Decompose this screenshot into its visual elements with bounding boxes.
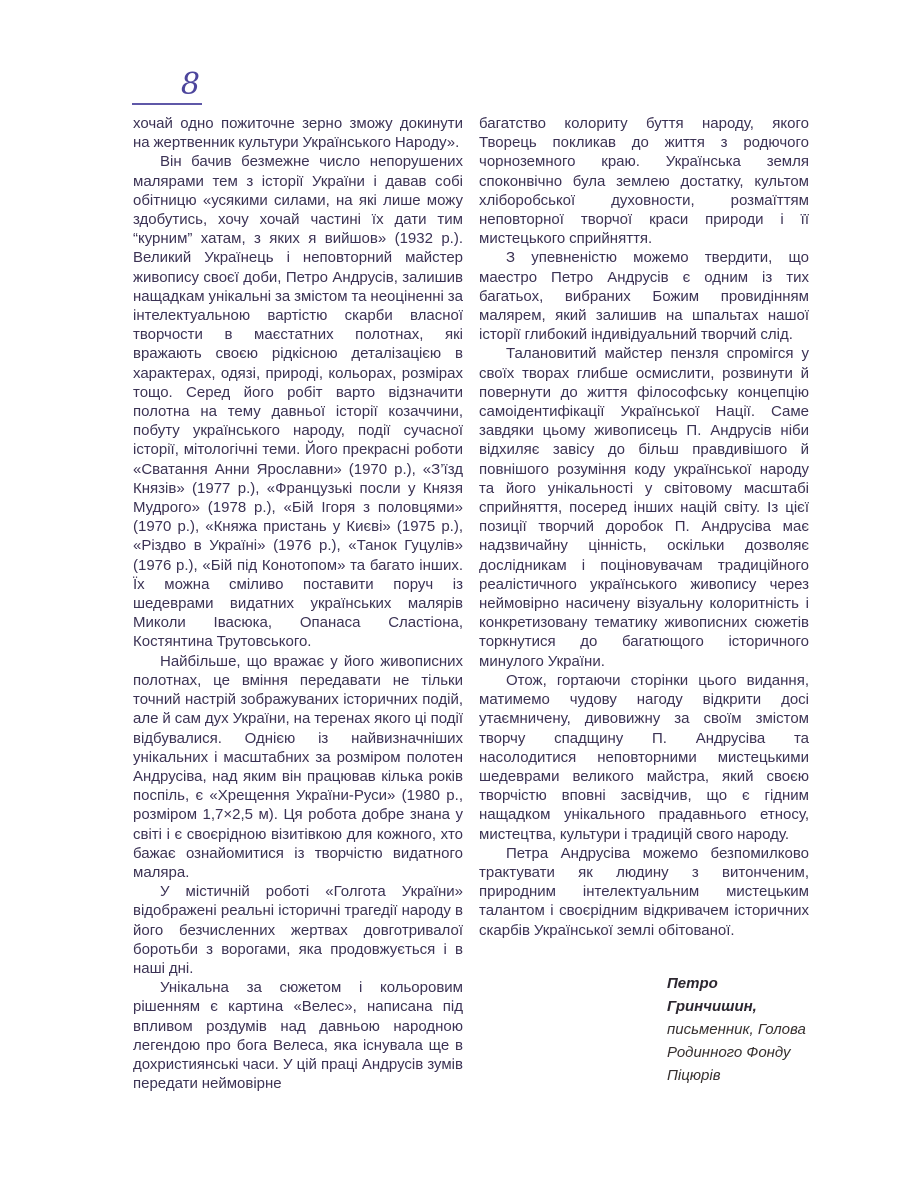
- signature-organization: Родинного Фонду Піцюрів: [667, 1043, 791, 1084]
- page-number-rule: [132, 68, 202, 105]
- paragraph: Талановитий майстер пензля спромігся у своїх творах глибше осмислити, розвинути й повернути до життя філософську концепцію самоідентифікації Української Нації. Саме завдяки цьому живописець П. Андрусів ніби відхиляє завісу до більш правдивішого й повнішого розуміння коду української народу та його унікальності у світовому масштабі сприйняття, посеред інших націй світу. Із цієї позиції творчий доробок П. Андрусіва має надзвичайну цінність, оскільки дозволяє дослідникам і поціновувачам традиційного реалістичного українського живопису через неймовірно насичену візуальну колоритність і конкретизовану тематику живописних сюжетів торкнутися до багатющого історичного минулого України.: [479, 345, 809, 670]
- signature-block: [667, 972, 809, 1087]
- paragraph: Унікальна за сюжетом і кольоровим рішенням є картина «Велес», написана під впливом роздумів над давньою народною легендою про бога Велеса, яка існувала ще в дохристиянські часи. У цій праці Андрусів зумів передати неймовірне: [133, 979, 463, 1093]
- paragraph: З упевненістю можемо твердити, що маестро Петро Андрусів є одним із тих багатьох, вибраних Божим провидінням малярем, який залишив на шпальтах нашої історії глибокий індивідуальний творчий слід.: [479, 249, 809, 344]
- paragraph: У містичній роботі «Голгота України» відображені реальні історичні трагедії народу в його безчисленних жертвах довготривалої боротьби з ворогами, яка продовжується і в наші дні.: [133, 883, 463, 977]
- page-number: 8: [180, 67, 200, 102]
- paragraph: багатство колориту буття народу, якого Творець покликав до життя з родючого чорноземного краю. Українська земля споконвічно була землею достатку, культом хліборобської духовности, розмаїттям неповторної творчої краси природи і її мистецького сприйняття.: [479, 115, 809, 248]
- signature-name: Петро Гринчишин,: [667, 974, 757, 1015]
- left-column: [133, 114, 463, 1093]
- two-column-text: [133, 114, 809, 1093]
- paragraph: Найбільше, що вражає у його живописних полотнах, це вміння передавати не тільки точний настрій зображуваних історичних подій, але й сам дух України, на теренах якого ці події відбувалися. Однією із найвизначніших унікальних і масштабних за розміром полотен Андрусіва, над яким він працював кілька років поспіль, є «Хрещення України-Руси» (1980 р., розміром 1,7×2,5 м). Ця робота добре знана у світі і є своєрідною візитівкою для кожного, хто бажає ознайомитися із творчістю видатного маляра.: [133, 652, 463, 881]
- paragraph: Він бачив безмежне число непорушених малярами тем з історії України і давав собі обітницю «усякими силами, на які лише можу здобутись, хочу хочай частині їх дати тим “курним” хатам, з яких я вийшов» (1932 р.). Великий Українець і неповторний майстер живопису своєї доби, Петро Андрусів, залишив нащадкам унікальні за змістом та неоціненні за інтелектуальною вартістю скарби власної творчости в маєстатних полотнах, які вражають своєю рідкісною деталізацією в характерах, одязі, природі, кольорах, розмірах тощо. Серед його робіт варто відзначити полотна на тему давньої історії козаччини, побуту українського народу, події сучасної історії, мітологічні теми. Його прекрасні роботи «Сватання Анни Ярославни» (1970 р.), «З’їзд Князів» (1977 р.), «Французькі посли у Князя Мудрого» (1978 р.), «Бій Ігоря з половцями» (1970 р.), «Княжа пристань у Києві» (1975 р.), «Різдво в Україні» (1976 р.), «Танок Гуцулів» (1976 р.), «Бій під Конотопом» та багато інших. Їх можна сміливо поставити поруч із шедеврами видатних українських малярів Миколи Івасюка, Опанаса Сластіона, Костянтина Трутовського.: [133, 153, 463, 651]
- right-column: [479, 114, 809, 1093]
- signature-role: письменник, Голова: [667, 1020, 806, 1038]
- paragraph: хочай одно пожиточне зерно зможу докинути на жертвенник культури Українського Народу».: [133, 115, 463, 152]
- right-column-paragraphs: [479, 114, 809, 940]
- paragraph: Петра Андрусіва можемо безпомилково трактувати як людину з витонченим, природним інтелектуальним мистецьким талантом і своєрідним відкривачем історичних скарбів Української землі обітованої.: [479, 844, 809, 939]
- paragraph: Отож, гортаючи сторінки цього видання, матимемо чудову нагоду відкрити досі утаємничену, дивовижну за своїм змістом творчу спадщину П. Андрусіва та насолодитися неповторними мистецькими шедеврами великого майстра, який своєю творчістю вповні засвідчив, що є гідним нащадком унікального прадавнього етносу, мистецтва, культури і традицій свого народу.: [479, 671, 809, 843]
